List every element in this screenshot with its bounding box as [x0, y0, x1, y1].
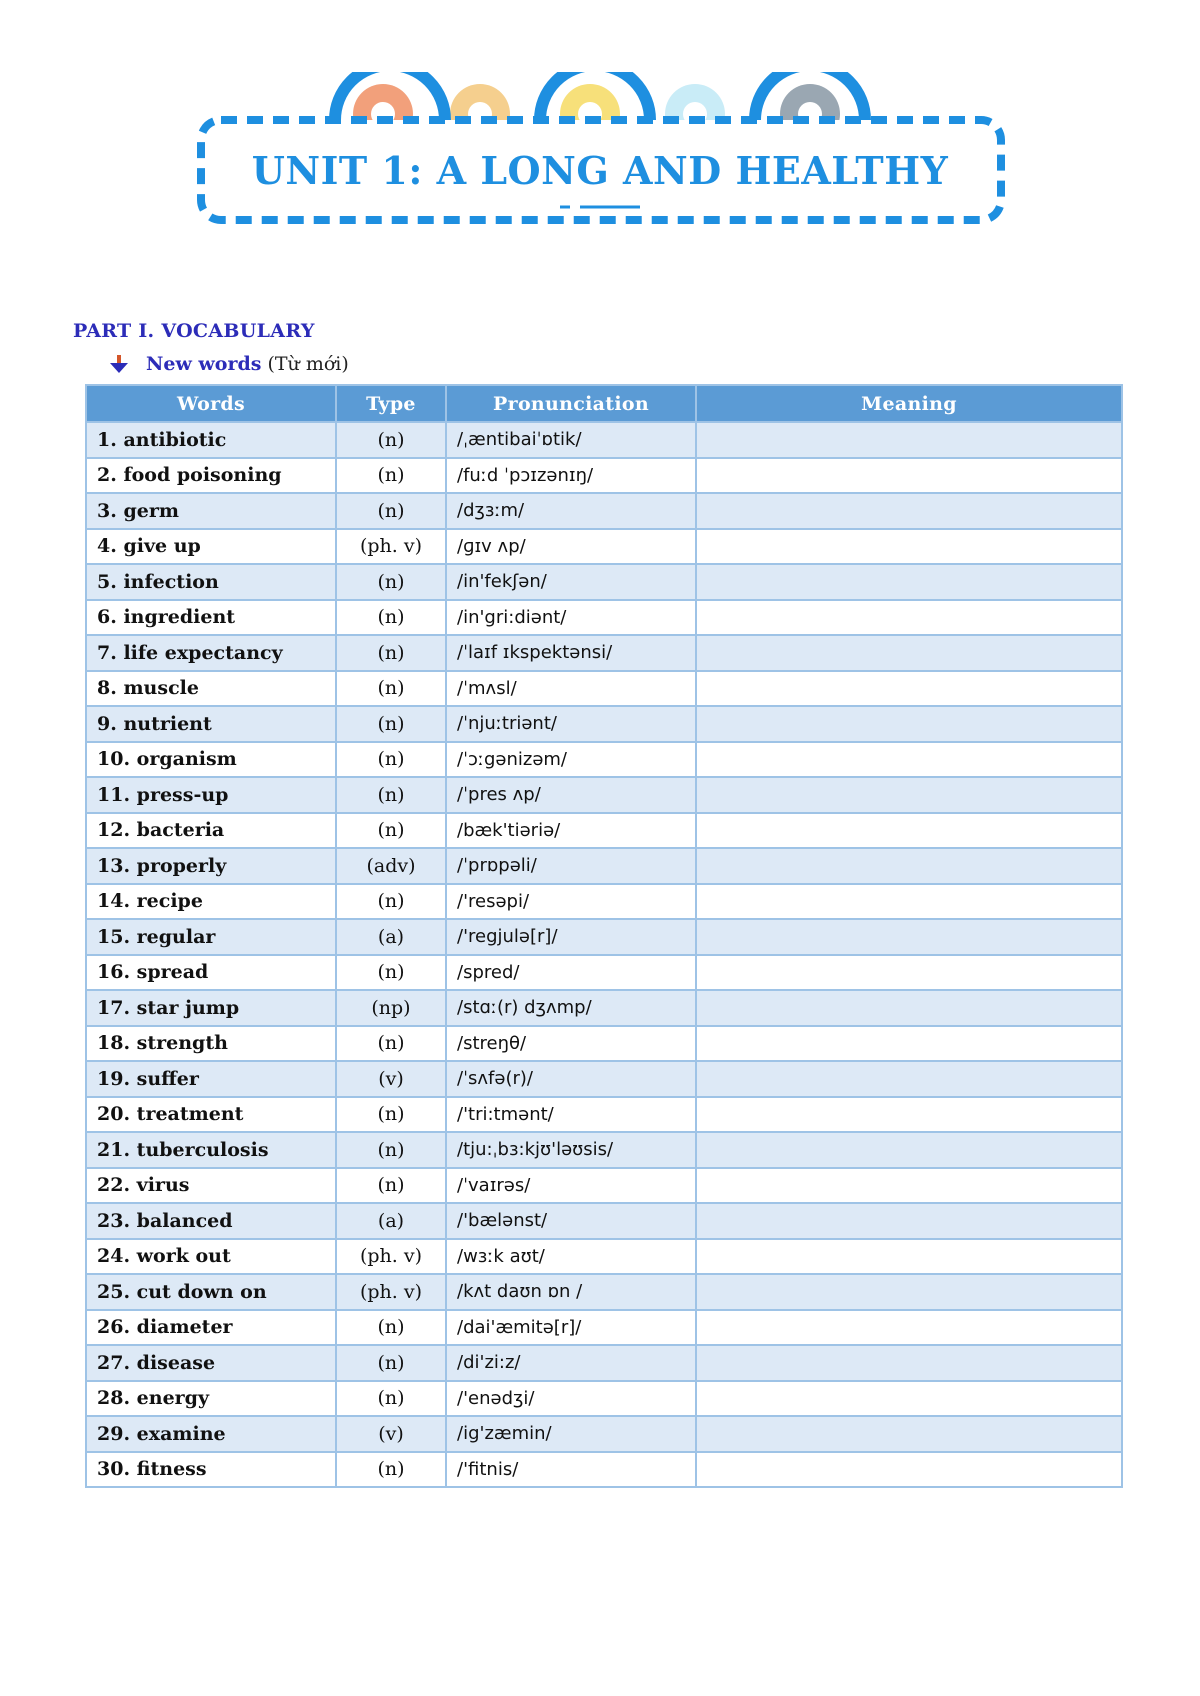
table-row — [86, 706, 1122, 742]
cell-type: (v) — [336, 1416, 446, 1452]
cell-meaning — [696, 1452, 1122, 1488]
cell-meaning — [696, 1381, 1122, 1417]
cell-type: (n) — [336, 600, 446, 636]
table-row — [86, 813, 1122, 849]
cell-meaning — [696, 1061, 1122, 1097]
cell-type: (a) — [336, 1203, 446, 1239]
table-row — [86, 919, 1122, 955]
cell-type: (adv) — [336, 848, 446, 884]
cell-pronunciation: /ɡɪv ʌp/ — [446, 529, 696, 565]
cell-pronunciation: /'enədʒi/ — [446, 1381, 696, 1417]
table-row — [86, 1310, 1122, 1346]
cell-pronunciation: /ˈlaɪf ɪkspektənsi/ — [446, 635, 696, 671]
cell-pronunciation: /kʌt daʊn ɒn / — [446, 1274, 696, 1310]
cell-meaning — [696, 813, 1122, 849]
cell-word: 30. fitness — [86, 1452, 336, 1488]
cell-meaning — [696, 600, 1122, 636]
cell-type: (np) — [336, 990, 446, 1026]
cell-meaning — [696, 1097, 1122, 1133]
table-row — [86, 1168, 1122, 1204]
cell-pronunciation: /ˌæntibaiˈɒtik/ — [446, 422, 696, 458]
cell-type: (n) — [336, 706, 446, 742]
cell-pronunciation: /'tri:tmənt/ — [446, 1097, 696, 1133]
cell-word: 23. balanced — [86, 1203, 336, 1239]
cell-type: (ph. v) — [336, 529, 446, 565]
cell-meaning — [696, 706, 1122, 742]
cell-pronunciation: /'resəpi/ — [446, 884, 696, 920]
cell-meaning — [696, 848, 1122, 884]
cell-meaning — [696, 1345, 1122, 1381]
cell-pronunciation: /ˈnjuːtriənt/ — [446, 706, 696, 742]
table-row — [86, 848, 1122, 884]
cell-meaning — [696, 1168, 1122, 1204]
table-row — [86, 1132, 1122, 1168]
table-row — [86, 600, 1122, 636]
cell-meaning — [696, 990, 1122, 1026]
table-row — [86, 635, 1122, 671]
table-row — [86, 1345, 1122, 1381]
cell-meaning — [696, 1026, 1122, 1062]
cell-type: (n) — [336, 1381, 446, 1417]
table-row — [86, 955, 1122, 991]
cell-word: 8. muscle — [86, 671, 336, 707]
table-row — [86, 422, 1122, 458]
header-type: Type — [336, 385, 446, 422]
cell-pronunciation: /ˈvaɪrəs/ — [446, 1168, 696, 1204]
subheading-label: New words — [146, 353, 262, 375]
cell-word: 1. antibiotic — [86, 422, 336, 458]
cell-pronunciation: /tju:ˌbɜ:kjʊ'ləʊsis/ — [446, 1132, 696, 1168]
part-heading: PART I. VOCABULARY — [73, 320, 315, 342]
cell-word: 27. disease — [86, 1345, 336, 1381]
cell-pronunciation: /stɑː(r) dʒʌmp/ — [446, 990, 696, 1026]
cell-meaning — [696, 742, 1122, 778]
cell-type: (n) — [336, 884, 446, 920]
cell-word: 22. virus — [86, 1168, 336, 1204]
table-row — [86, 1239, 1122, 1275]
table-row — [86, 671, 1122, 707]
table-row — [86, 1381, 1122, 1417]
cell-word: 2. food poisoning — [86, 458, 336, 494]
cell-word: 20. treatment — [86, 1097, 336, 1133]
table-row — [86, 529, 1122, 565]
cell-pronunciation: /in'gri:diənt/ — [446, 600, 696, 636]
header-words: Words — [86, 385, 336, 422]
cell-word: 18. strength — [86, 1026, 336, 1062]
cell-word: 24. work out — [86, 1239, 336, 1275]
cell-type: (n) — [336, 1026, 446, 1062]
table-body — [86, 422, 1122, 1487]
new-words-subheading — [108, 353, 349, 375]
cell-pronunciation: /'bælənst/ — [446, 1203, 696, 1239]
table-row — [86, 1061, 1122, 1097]
cell-meaning — [696, 422, 1122, 458]
cell-word: 10. organism — [86, 742, 336, 778]
cell-pronunciation: /'fitnis/ — [446, 1452, 696, 1488]
table-row — [86, 564, 1122, 600]
cell-type: (n) — [336, 422, 446, 458]
cell-word: 11. press-up — [86, 777, 336, 813]
table-row — [86, 1274, 1122, 1310]
table-row — [86, 1203, 1122, 1239]
vocabulary-table — [85, 384, 1123, 1488]
cell-type: (n) — [336, 564, 446, 600]
cell-type: (n) — [336, 813, 446, 849]
cell-pronunciation: /'regjulə[r]/ — [446, 919, 696, 955]
cell-type: (n) — [336, 635, 446, 671]
cell-word: 13. properly — [86, 848, 336, 884]
header-meaning: Meaning — [696, 385, 1122, 422]
cell-type: (n) — [336, 1345, 446, 1381]
table-header-row — [86, 385, 1122, 422]
cell-type: (n) — [336, 1132, 446, 1168]
cell-pronunciation: /fuːd ˈpɔɪzənɪŋ/ — [446, 458, 696, 494]
cell-word: 7. life expectancy — [86, 635, 336, 671]
cell-word: 4. give up — [86, 529, 336, 565]
cell-word: 14. recipe — [86, 884, 336, 920]
cell-pronunciation: /in'fekʃən/ — [446, 564, 696, 600]
cell-pronunciation: /ˈpres ʌp/ — [446, 777, 696, 813]
cell-meaning — [696, 671, 1122, 707]
cell-meaning — [696, 635, 1122, 671]
cell-meaning — [696, 458, 1122, 494]
cell-type: (n) — [336, 493, 446, 529]
cell-meaning — [696, 1239, 1122, 1275]
header-pronunciation: Pronunciation — [446, 385, 696, 422]
cell-word: 12. bacteria — [86, 813, 336, 849]
cell-meaning — [696, 1132, 1122, 1168]
cell-word: 21. tuberculosis — [86, 1132, 336, 1168]
cell-pronunciation: /di'zi:z/ — [446, 1345, 696, 1381]
cell-word: 19. suffer — [86, 1061, 336, 1097]
cell-meaning — [696, 1203, 1122, 1239]
cell-meaning — [696, 919, 1122, 955]
cell-type: (n) — [336, 955, 446, 991]
cell-type: (n) — [336, 777, 446, 813]
cell-type: (n) — [336, 1310, 446, 1346]
cell-meaning — [696, 529, 1122, 565]
down-arrow-icon — [108, 353, 130, 375]
cell-type: (a) — [336, 919, 446, 955]
cell-pronunciation: /bæk'tiəriə/ — [446, 813, 696, 849]
table-row — [86, 1026, 1122, 1062]
table-row — [86, 1452, 1122, 1488]
table-row — [86, 777, 1122, 813]
cell-pronunciation: /ˈsʌfə(r)/ — [446, 1061, 696, 1097]
cell-pronunciation: /ˈmʌsl/ — [446, 671, 696, 707]
cell-word: 5. infection — [86, 564, 336, 600]
cell-meaning — [696, 564, 1122, 600]
cell-pronunciation: /ˈɔːgənizəm/ — [446, 742, 696, 778]
cell-word: 28. energy — [86, 1381, 336, 1417]
table-row — [86, 742, 1122, 778]
cell-type: (n) — [336, 1168, 446, 1204]
cell-pronunciation: /ˈprɒpəli/ — [446, 848, 696, 884]
cell-meaning — [696, 884, 1122, 920]
cell-meaning — [696, 1274, 1122, 1310]
cell-word: 9. nutrient — [86, 706, 336, 742]
cell-pronunciation: /ig'zæmin/ — [446, 1416, 696, 1452]
table-row — [86, 1416, 1122, 1452]
cell-type: (v) — [336, 1061, 446, 1097]
cell-meaning — [696, 493, 1122, 529]
cell-type: (ph. v) — [336, 1274, 446, 1310]
cell-pronunciation: /wɜːk aʊt/ — [446, 1239, 696, 1275]
cell-pronunciation: /dʒɜːm/ — [446, 493, 696, 529]
cell-meaning — [696, 955, 1122, 991]
cell-type: (n) — [336, 742, 446, 778]
cell-meaning — [696, 1416, 1122, 1452]
cell-word: 16. spread — [86, 955, 336, 991]
cell-word: 6. ingredient — [86, 600, 336, 636]
cell-type: (n) — [336, 671, 446, 707]
cell-type: (n) — [336, 1452, 446, 1488]
cell-pronunciation: /spred/ — [446, 955, 696, 991]
unit-title: UNIT 1: A LONG AND HEALTHY — [251, 148, 949, 193]
subheading-note: (Từ mới) — [267, 353, 349, 375]
cell-word: 17. star jump — [86, 990, 336, 1026]
table-row — [86, 458, 1122, 494]
cell-meaning — [696, 1310, 1122, 1346]
cell-type: (n) — [336, 458, 446, 494]
cell-type: (ph. v) — [336, 1239, 446, 1275]
cell-word: 29. examine — [86, 1416, 336, 1452]
cell-word: 3. germ — [86, 493, 336, 529]
cell-meaning — [696, 777, 1122, 813]
table-row — [86, 1097, 1122, 1133]
cell-word: 26. diameter — [86, 1310, 336, 1346]
table-row — [86, 884, 1122, 920]
cell-pronunciation: /streŋθ/ — [446, 1026, 696, 1062]
cell-word: 15. regular — [86, 919, 336, 955]
table-row — [86, 493, 1122, 529]
cell-word: 25. cut down on — [86, 1274, 336, 1310]
table-row — [86, 990, 1122, 1026]
cell-type: (n) — [336, 1097, 446, 1133]
cell-pronunciation: /dai'æmitə[r]/ — [446, 1310, 696, 1346]
